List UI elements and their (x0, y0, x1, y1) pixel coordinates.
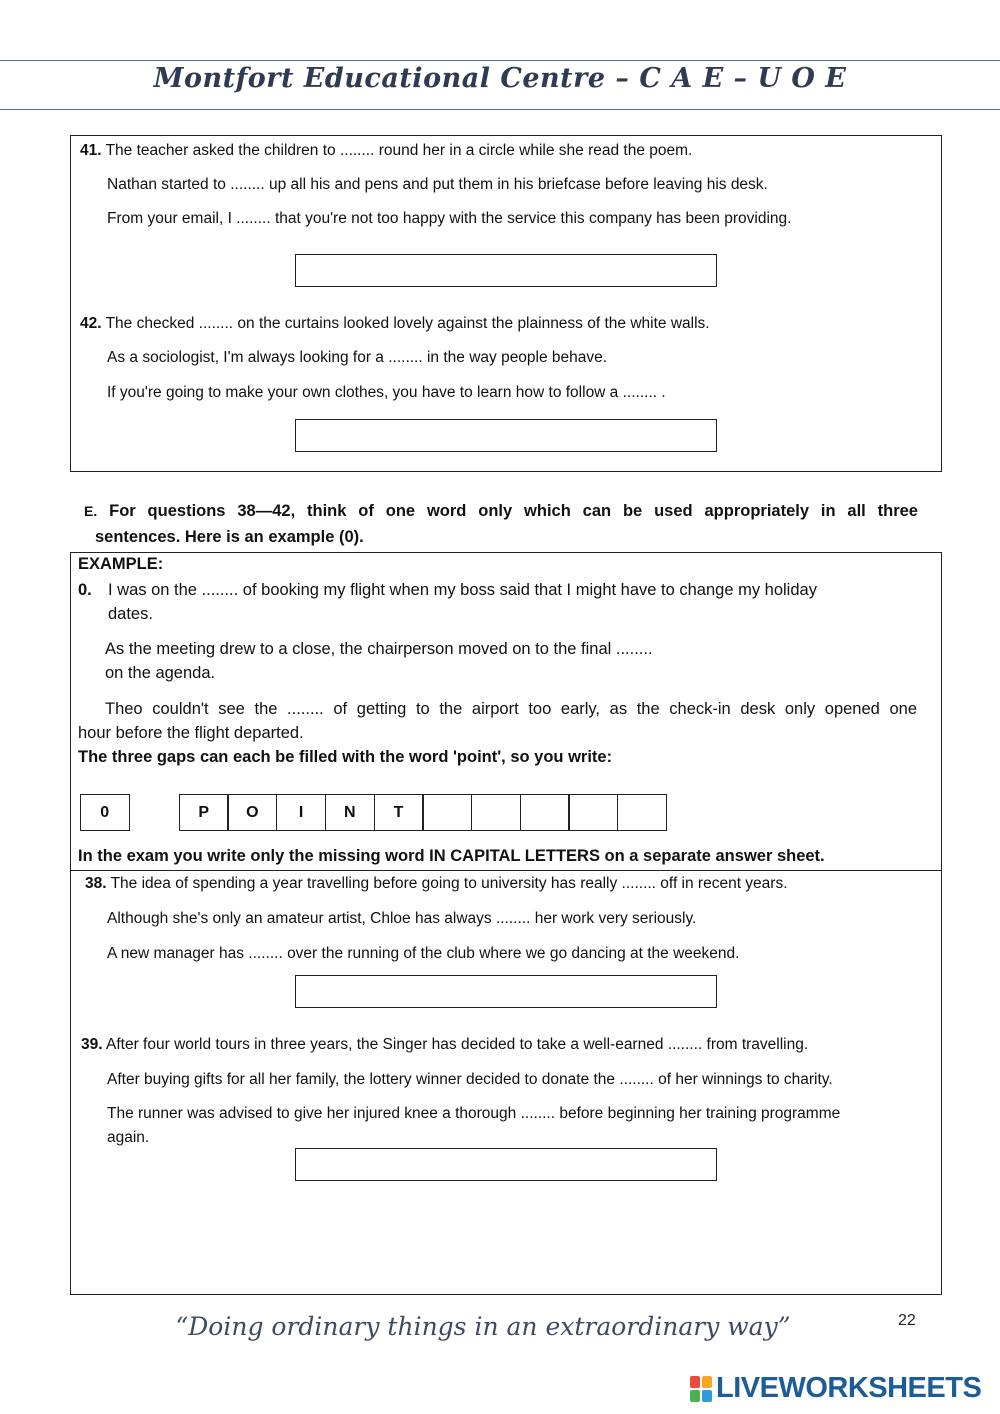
q42-sentence-2: As a sociologist, I'm always looking for a ........ in the way people behave. (107, 349, 608, 366)
liveworksheets-logo[interactable] (690, 1372, 981, 1405)
letter-cell (520, 794, 570, 831)
example-number: 0. (78, 581, 92, 599)
example-sentence-1-line-2: dates. (108, 605, 153, 623)
q38-sentence-2: Although she's only an amateur artist, Chloe has always ........ her work very seriously. (107, 910, 697, 927)
section-e-letter: E. (84, 503, 98, 519)
logo-square-red (690, 1376, 700, 1388)
page-number: 22 (898, 1312, 916, 1329)
q41-sentence-3: From your email, I ........ that you're not too happy with the service this company has been providing. (107, 210, 792, 227)
header-bottom-rule (0, 109, 1000, 110)
q39-sentence-2: After buying gifts for all her family, the lottery winner decided to donate the ........ of her winnings to charity. (107, 1071, 833, 1088)
q38-number: 38. (85, 875, 107, 892)
q41-sentence-2: Nathan started to ........ up all his and pens and put them in his briefcase before leaving his desk. (107, 176, 768, 193)
example-sentence-3-line-2: hour before the flight departed. (78, 724, 304, 742)
example-grid-number-cell: 0 (80, 794, 130, 831)
example-sentence-2-line-2: on the agenda. (105, 664, 216, 682)
example-letter-grid (180, 794, 667, 831)
header-top-rule (0, 60, 1000, 61)
q38-sentence-1: 38. The idea of spending a year travelling before going to university has really ........ off in recent years. (85, 875, 788, 892)
letter-cell (568, 794, 618, 831)
q39-answer-box[interactable] (295, 1148, 717, 1181)
q41-number: 41. (80, 142, 102, 159)
q42-answer-box[interactable] (295, 419, 717, 452)
example-number-grid (81, 794, 130, 831)
letter-cell: P (179, 794, 229, 831)
section-e-instruction-line-1: E. For questions 38—42, think of one word only which can be used appropriately in all three (84, 502, 918, 520)
q39-number: 39. (81, 1036, 103, 1053)
letter-cell (471, 794, 521, 831)
footer-motto: “Doing ordinary things in an extraordinary way” (175, 1312, 791, 1341)
example-instruction: The three gaps can each be filled with the word 'point', so you write: (78, 748, 613, 766)
q39-sentence-3-continued: again. (107, 1129, 150, 1146)
letter-cell: O (227, 794, 277, 831)
example-note: In the exam you write only the missing word IN CAPITAL LETTERS on a separate answer sheet. (78, 847, 825, 865)
q38-answer-box[interactable] (295, 975, 717, 1008)
logo-square-blue (702, 1390, 712, 1402)
logo-square-orange (702, 1376, 712, 1388)
example-heading: EXAMPLE: (78, 555, 164, 573)
logo-square-green (690, 1390, 700, 1402)
example-sentence-1-line-1: I was on the ........ of booking my flight when my boss said that I might have to change my holiday (108, 581, 817, 599)
q39-sentence-3: The runner was advised to give her injured knee a thorough ........ before beginning her training programme (107, 1105, 841, 1122)
q42-sentence-1: 42. The checked ........ on the curtains looked lovely against the plainness of the white walls. (80, 315, 710, 332)
liveworksheets-brand-text: LIVEWORKSHEETS (716, 1372, 982, 1404)
q41-sentence-1: 41. The teacher asked the children to ........ round her in a circle while she read the poem. (80, 142, 693, 159)
letter-cell: I (276, 794, 326, 831)
q42-sentence-3: If you're going to make your own clothes, you have to learn how to follow a ........ . (107, 384, 666, 401)
letter-cell (422, 794, 472, 831)
letter-cell: T (374, 794, 424, 831)
q41-answer-box[interactable] (295, 254, 717, 287)
letter-cell: N (325, 794, 375, 831)
liveworksheets-icon (690, 1376, 712, 1402)
section-e-instruction-line-2: sentences. Here is an example (0). (95, 528, 364, 546)
letter-cell (617, 794, 667, 831)
q39-sentence-1: 39. After four world tours in three years, the Singer has decided to take a well-earned ........ from travelling. (81, 1036, 809, 1053)
q42-number: 42. (80, 315, 102, 332)
example-sentence-3-line-1: Theo couldn't see the ........ of getting to the airport too early, as the check-in desk only opened one (105, 700, 917, 718)
q38-sentence-3: A new manager has ........ over the running of the club where we go dancing at the weekend. (107, 945, 740, 962)
page-header-title: Montfort Educational Centre – C A E – U O E (153, 63, 847, 94)
example-sentence-2-line-1: As the meeting drew to a close, the chairperson moved on to the final ........ (105, 640, 653, 658)
